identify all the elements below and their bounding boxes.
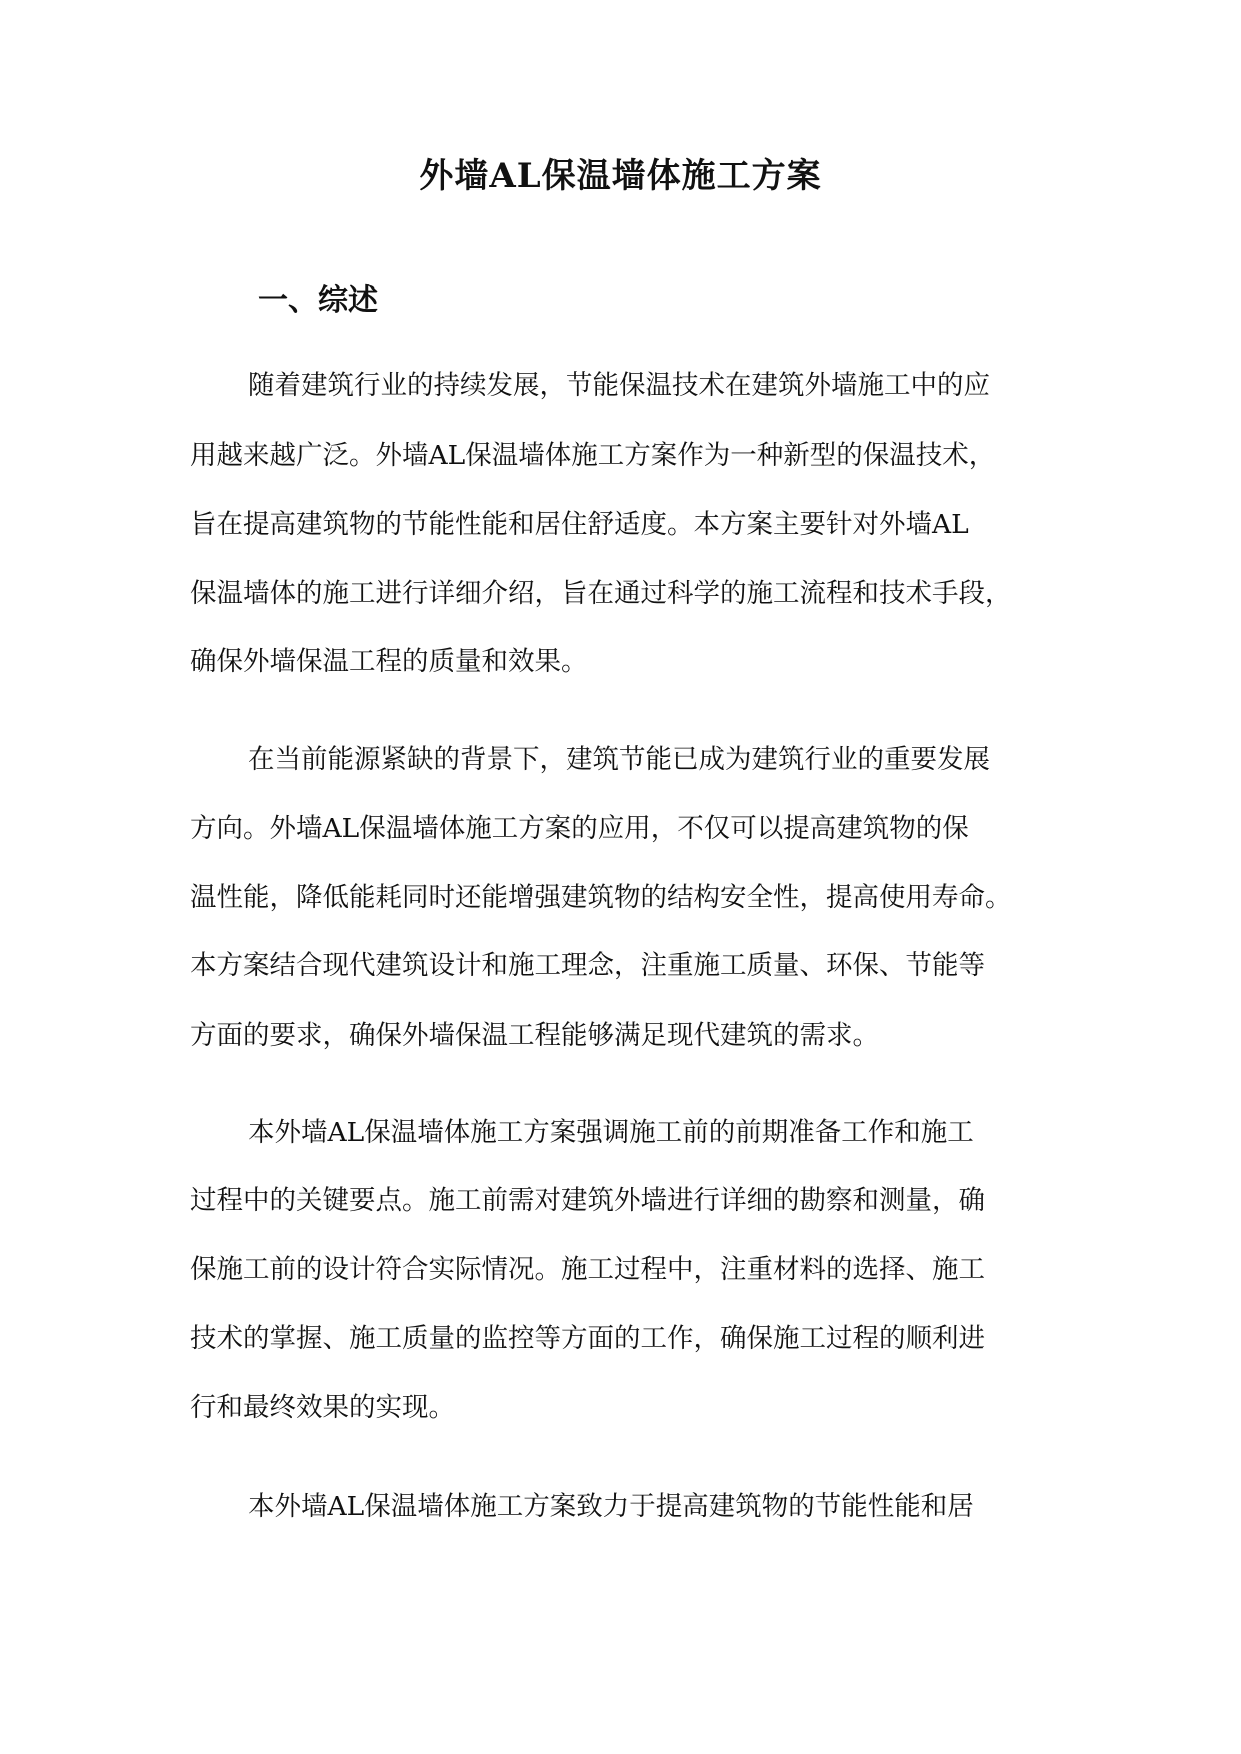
paragraph-line: 技术的掌握、施工质量的监控等方面的工作，确保施工过程的顺利进 bbox=[190, 1323, 985, 1354]
paragraph-line: 用越来越广泛。外墙AL保温墙体施工方案作为一种新型的保温技术， bbox=[190, 440, 996, 471]
paragraph-line: 随着建筑行业的持续发展，节能保温技术在建筑外墙施工中的应 bbox=[248, 370, 990, 401]
paragraph-line: 方面的要求，确保外墙保温工程能够满足现代建筑的需求。 bbox=[190, 1020, 879, 1051]
paragraph-line: 在当前能源紧缺的背景下，建筑节能已成为建筑行业的重要发展 bbox=[248, 744, 990, 775]
paragraph-line: 确保外墙保温工程的质量和效果。 bbox=[190, 646, 588, 677]
paragraph-line: 行和最终效果的实现。 bbox=[190, 1392, 455, 1423]
paragraph-line: 温性能，降低能耗同时还能增强建筑物的结构安全性，提高使用寿命。 bbox=[190, 882, 1012, 913]
paragraph-line: 旨在提高建筑物的节能性能和居住舒适度。本方案主要针对外墙AL bbox=[190, 509, 969, 540]
paragraph-line: 保施工前的设计符合实际情况。施工过程中，注重材料的选择、施工 bbox=[190, 1254, 985, 1285]
document-title: 外墙AL保温墙体施工方案 bbox=[419, 156, 822, 196]
paragraph-line: 本方案结合现代建筑设计和施工理念，注重施工质量、环保、节能等 bbox=[190, 950, 985, 981]
paragraph-line: 保温墙体的施工进行详细介绍，旨在通过科学的施工流程和技术手段， bbox=[190, 578, 1012, 609]
paragraph-line: 本外墙AL保温墙体施工方案强调施工前的前期准备工作和施工 bbox=[248, 1117, 974, 1148]
paragraph-line: 本外墙AL保温墙体施工方案致力于提高建筑物的节能性能和居 bbox=[248, 1491, 974, 1522]
section-heading: 一、综述 bbox=[258, 283, 378, 318]
paragraph-line: 过程中的关键要点。施工前需对建筑外墙进行详细的勘察和测量，确 bbox=[190, 1185, 985, 1216]
paragraph-line: 方向。外墙AL保温墙体施工方案的应用，不仅可以提高建筑物的保 bbox=[190, 813, 969, 844]
